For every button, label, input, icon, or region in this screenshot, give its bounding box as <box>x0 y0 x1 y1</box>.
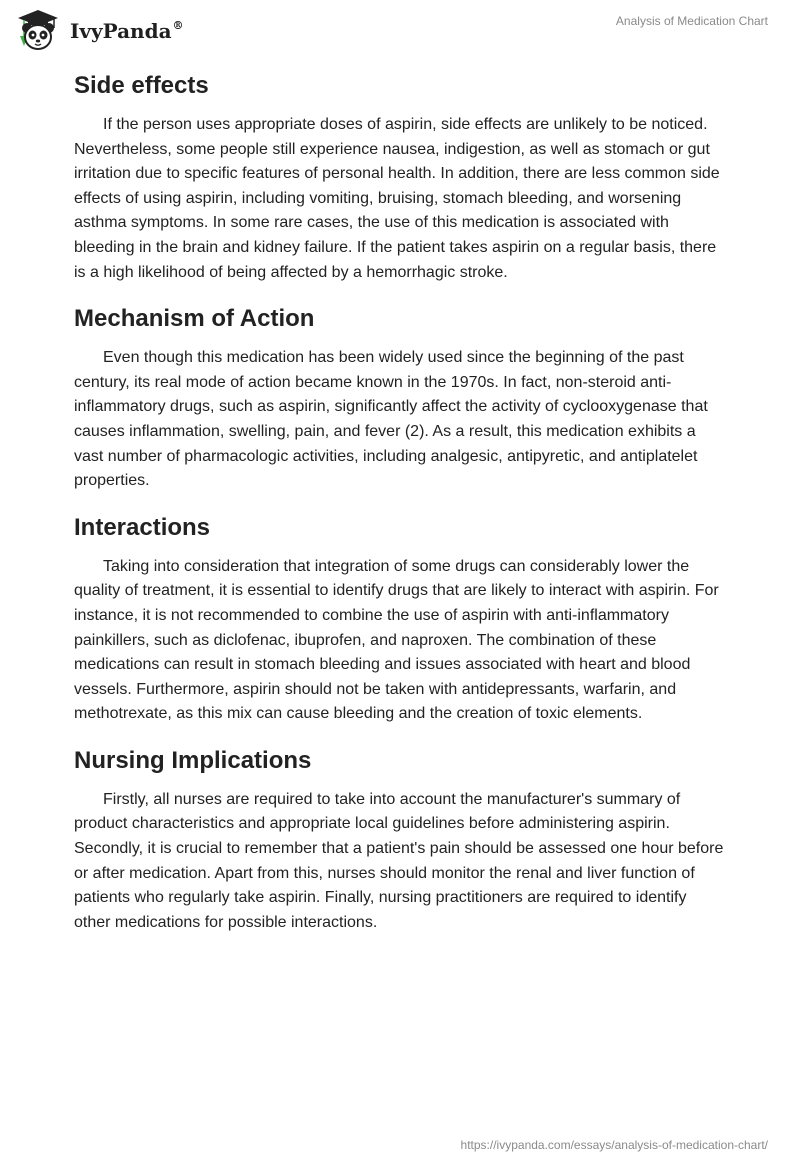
section-text-side-effects: If the person uses appropriate doses of aspirin, side effects are unlikely to be noticed. Nevertheless, some people still experience nausea, indigestion, as well as stomach or gut irritation due to specific features of personal health. In addition, there are less common side effects of using aspirin, including vomiting, bruising, stomach bleeding, and worsening asthma symptoms. In some rare cases, the use of this medication is associated with bleeding in the brain and kidney failure. If the patient takes aspirin on a regular basis, there is a high likelihood of being affected by a hemorrhagic stroke. <box>74 116 720 281</box>
brand-name: IvyPanda® <box>70 19 184 43</box>
section-heading-interactions: Interactions <box>74 513 211 541</box>
section-text-mechanism-of-action: Even though this medication has been widely used since the beginning of the past century, its real mode of action became known in the 1970s. In fact, non-steroid anti-inflammatory drugs, such as aspirin, significantly affect the activity of cyclooxygenase that causes inflammation, swelling, pain, and fever (2). As a result, this medication exhibits a vast number of pharmacologic activities, including analgesic, antipyretic, and antiplatelet properties. <box>74 349 708 490</box>
section-heading-nursing-implications: Nursing Implications <box>74 746 312 774</box>
logo[interactable] <box>14 8 184 52</box>
document-title: Analysis of Medication Chart <box>615 14 768 28</box>
section-text-nursing-implications: Firstly, all nurses are required to take into account the manufacturer's summary of product characteristics and appropriate local guidelines before administering aspirin. Secondly, it is crucial to remember that a patient's pain should be assessed one hour before or after medication. Apart from this, nurses should monitor the renal and liver function of patients who regularly take aspirin. Finally, nursing practitioners are required to identify other medications for possible interactions. <box>74 790 724 931</box>
document-body <box>74 68 726 951</box>
source-url-link[interactable]: https://ivypanda.com/essays/analysis-of-medication-chart/ <box>460 1138 768 1152</box>
section-text-interactions: Taking into consideration that integration of some drugs can considerably lower the quality of treatment, it is essential to identify drugs that are likely to interact with aspirin. For instance, it is not recommended to combine the use of aspirin with anti-inflammatory painkillers, such as diclofenac, ibuprofen, and naproxen. The combination of these medications can result in stomach bleeding and issues associated with heart and blood vessels. Furthermore, aspirin should not be taken with antidepressants, warfarin, and methotrexate, as this mix can cause bleeding and the creation of toxic elements. <box>74 557 719 723</box>
page-header <box>0 0 800 60</box>
section-heading-side-effects: Side effects <box>74 72 209 99</box>
section-heading-mechanism-of-action: Mechanism of Action <box>74 305 315 333</box>
panda-logo-icon <box>14 8 62 52</box>
